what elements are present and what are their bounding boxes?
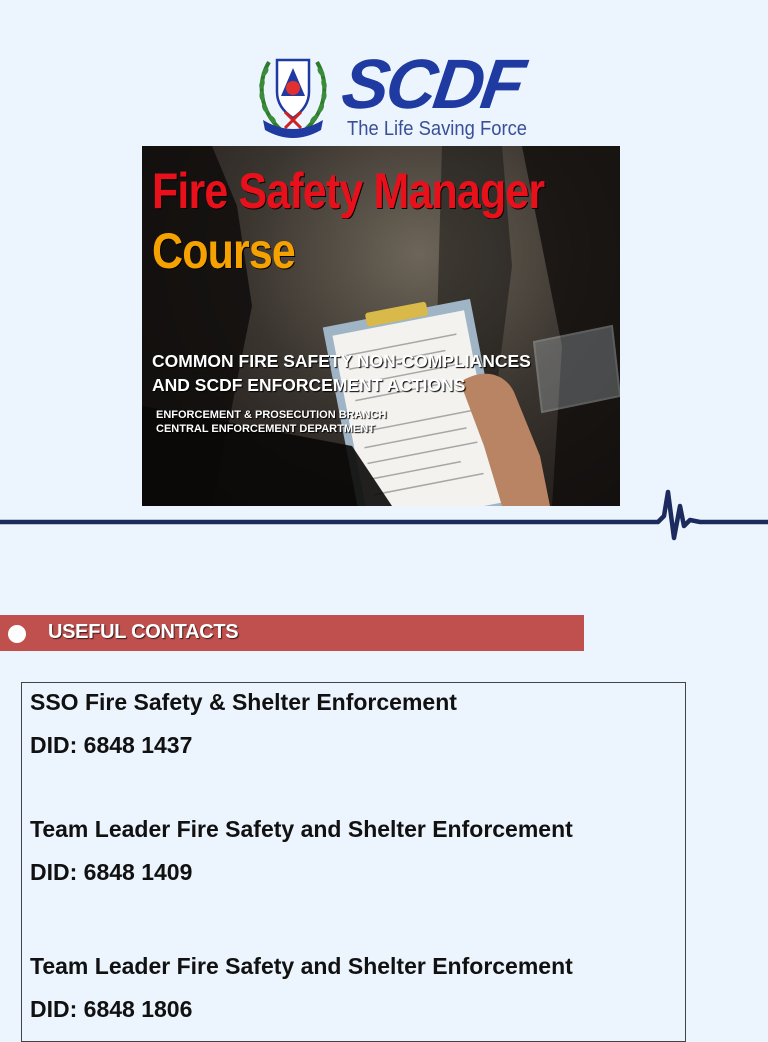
banner-title-line1: Fire Safety Manager [152, 163, 545, 219]
scdf-logo [255, 45, 528, 146]
banner-dept-line2: CENTRAL ENFORCEMENT DEPARTMENT [156, 423, 375, 435]
banner-department [156, 408, 386, 436]
banner-dept-line1: ENFORCEMENT & PROSECUTION BRANCH [156, 409, 387, 421]
contact-role: Team Leader Fire Safety and Shelter Enforcement [30, 816, 573, 842]
section-title: USEFUL CONTACTS [48, 621, 239, 643]
contact-entry [30, 810, 573, 896]
contact-did: DID: 6848 1806 [30, 996, 193, 1022]
banner-title-line2: Course [152, 223, 295, 279]
contact-entry [30, 947, 573, 1033]
course-banner [142, 146, 620, 506]
banner-subtitle-line2: AND SCDF ENFORCEMENT ACTIONS [152, 375, 466, 395]
contact-did: DID: 6848 1409 [30, 859, 193, 885]
scdf-crest-icon [255, 48, 331, 140]
contact-did: DID: 6848 1437 [30, 732, 193, 758]
pulse-line-icon [0, 486, 768, 542]
brand-wordmark: SCDF [337, 45, 528, 123]
banner-subtitle [152, 349, 617, 397]
contacts-box [21, 682, 686, 1042]
contact-entry [30, 683, 457, 769]
section-heading-bar [0, 615, 584, 651]
bullet-icon [8, 625, 26, 643]
contact-role: Team Leader Fire Safety and Shelter Enforcement [30, 953, 573, 979]
banner-subtitle-line1: COMMON FIRE SAFETY NON-COMPLIANCES [152, 351, 531, 371]
brand-tagline: The Life Saving Force [347, 118, 528, 140]
contact-role: SSO Fire Safety & Shelter Enforcement [30, 689, 457, 715]
